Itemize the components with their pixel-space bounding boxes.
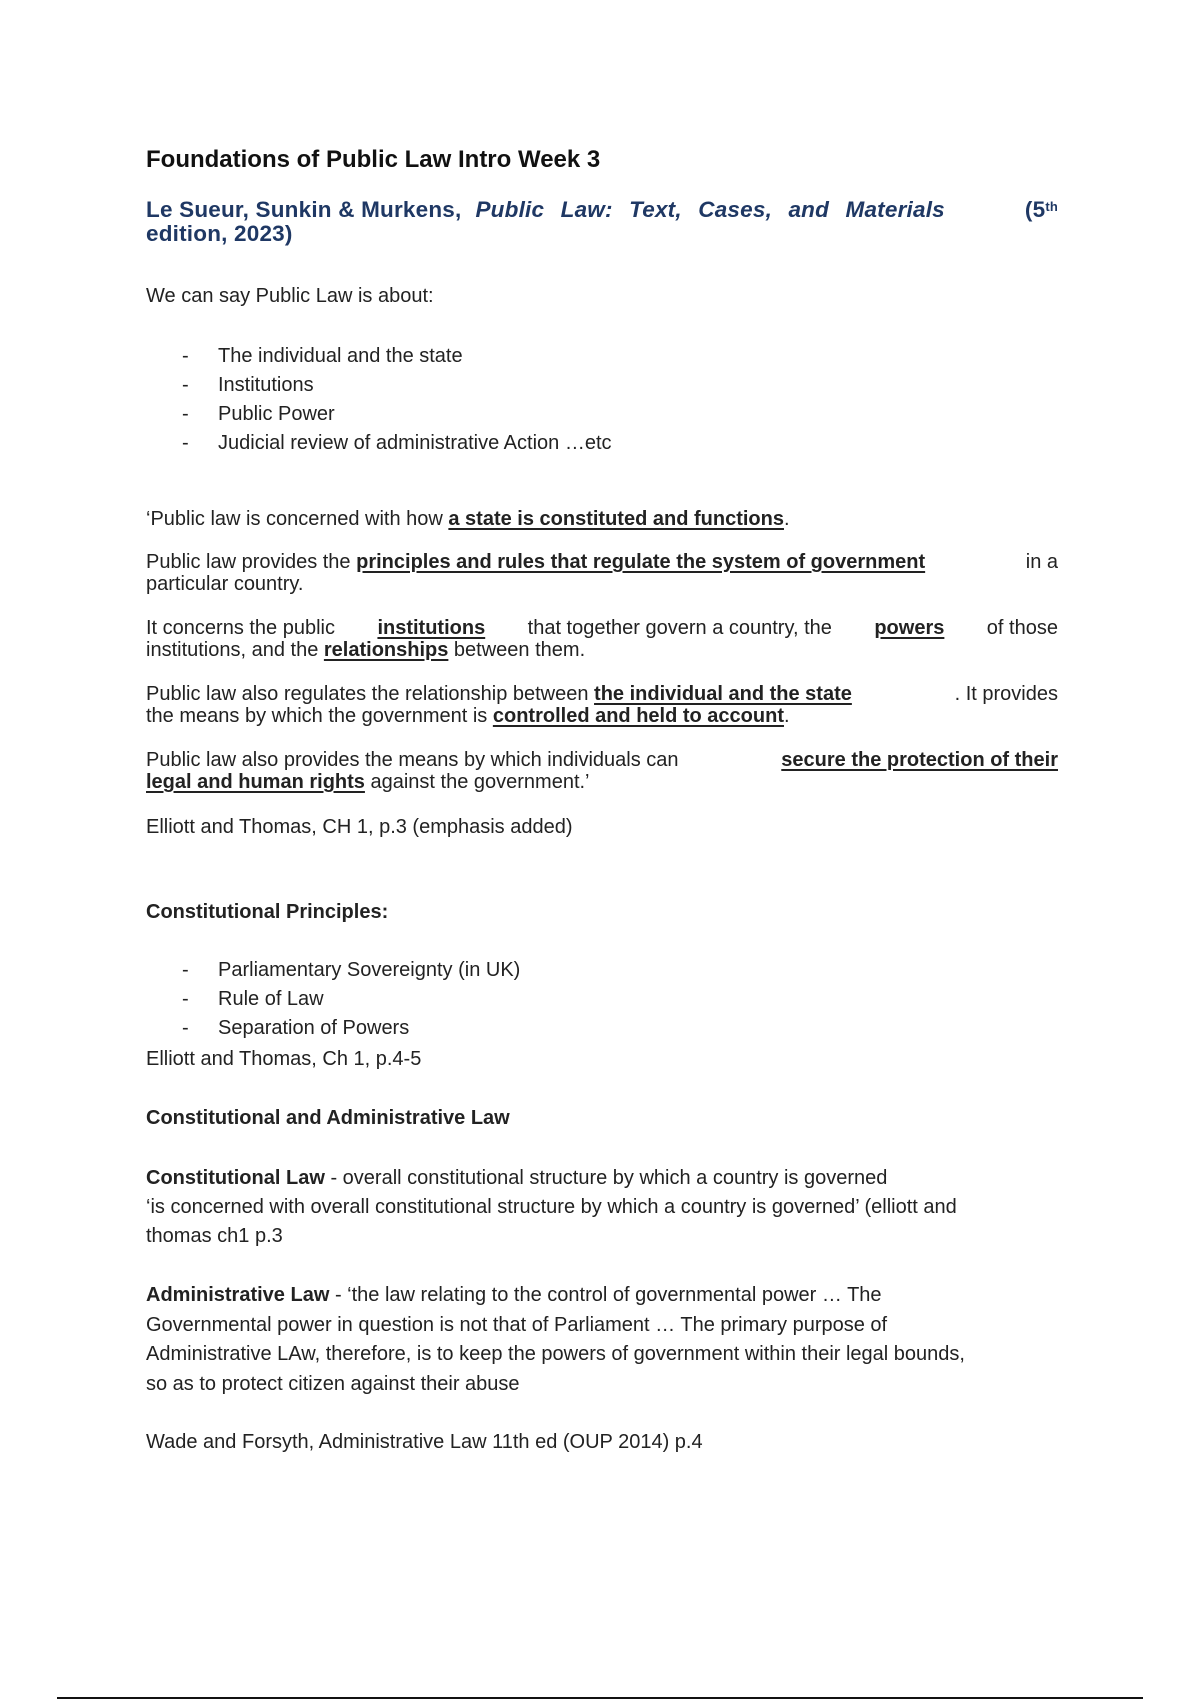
- reference-edition-rest: edition, 2023): [146, 221, 293, 246]
- final-citation: Wade and Forsyth, Administrative Law 11th ed (OUP 2014) p.4: [146, 1431, 703, 1453]
- about-list: [182, 342, 612, 458]
- quote-paragraph-4: Public law also regulates the relationship between the individual and the state . It provides the means by which the government is controlled and held to account.: [146, 683, 1058, 727]
- reference-edition-open: (5th: [1024, 197, 1058, 222]
- principles-list: [182, 956, 520, 1043]
- list-item: - Parliamentary Sovereignty (in UK): [182, 959, 521, 981]
- list-item: - Separation of Powers: [182, 1017, 410, 1039]
- page-title: Foundations of Public Law Intro Week 3: [146, 146, 601, 173]
- list-item: - Public Power: [182, 403, 335, 425]
- quote-paragraph-1: ‘Public law is concerned with how a state is constituted and functions.: [146, 508, 790, 530]
- quote-citation: Elliott and Thomas, CH 1, p.3 (emphasis added): [146, 816, 573, 838]
- administrative-law-paragraph: Administrative Law - ‘the law relating to the control of governmental power … The Governmental power in question is not that of Parliament … The primary purpose of Administrative LAw, therefore, is to keep the powers of government within their legal bounds, so as to protect citizen against their abuse: [146, 1284, 965, 1395]
- constitutional-law-paragraph: Constitutional Law - overall constitutional structure by which a country is governed ‘is concerned with overall constitutional structure by which a country is governed’ (elliott and thomas ch1 p.3: [146, 1167, 957, 1247]
- list-item: - Institutions: [182, 374, 314, 396]
- page-bottom-rule: [57, 1697, 1143, 1699]
- list-item: - Rule of Law: [182, 988, 324, 1010]
- principles-heading: Constitutional Principles:: [146, 901, 389, 923]
- list-item: - The individual and the state: [182, 345, 463, 367]
- quote-paragraph-5: Public law also provides the means by which individuals can secure the protection of their legal and human rights against the government.’: [146, 749, 1058, 793]
- reference-authors: Le Sueur, Sunkin & Murkens,: [146, 197, 462, 222]
- reference-book-title: Public Law: Text, Cases, and Materials: [475, 197, 945, 222]
- intro-text: We can say Public Law is about:: [146, 285, 434, 307]
- const-admin-heading: Constitutional and Administrative Law: [146, 1107, 510, 1129]
- reference-book-title-line: [475, 198, 1058, 222]
- list-item: - Judicial review of administrative Action …etc: [182, 432, 612, 454]
- principles-citation: Elliott and Thomas, Ch 1, p.4-5: [146, 1048, 422, 1070]
- quote-paragraph-3: It concerns the public institutions that together govern a country, the powers of those institutions, and the relationships between them.: [146, 617, 1058, 661]
- constitutional-law-term: Constitutional Law: [146, 1167, 325, 1189]
- reference-citation: [146, 198, 1058, 246]
- quote-paragraph-2: Public law provides the principles and rules that regulate the system of government in a particular country.: [146, 551, 1058, 595]
- administrative-law-term: Administrative Law: [146, 1284, 330, 1306]
